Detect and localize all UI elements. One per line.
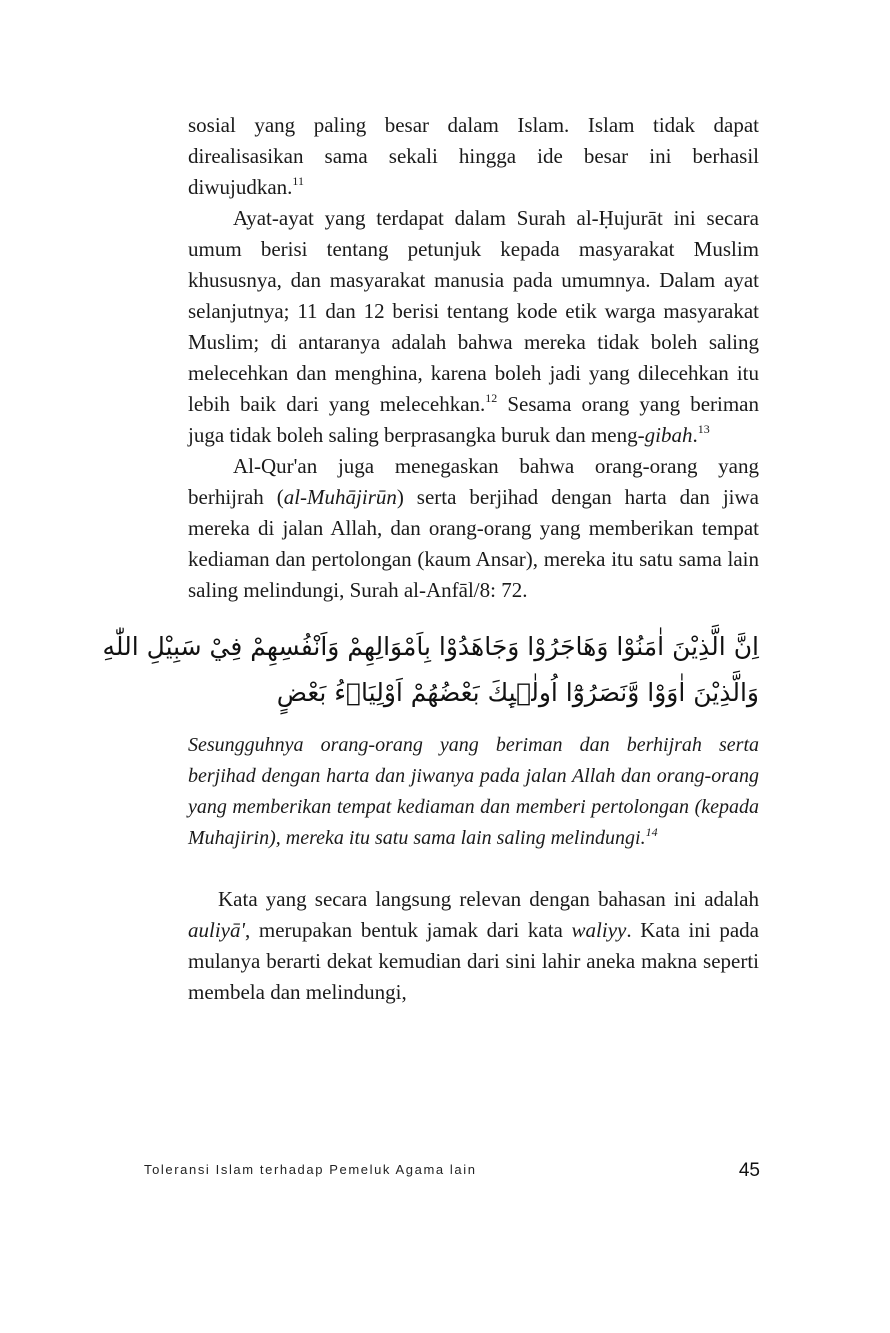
paragraph-4-text-c: . Kata ini pada mulanya berarti dekat kemudian dari sini lahir aneka makna seperti membela dan melindungi,: [188, 918, 759, 1004]
footnote-ref-13[interactable]: 13: [697, 422, 710, 436]
paragraph-1-text: sosial yang paling besar dalam Islam. Islam tidak dapat direalisasikan sama sekali hingga ide besar ini berhasil diwujudkan.: [188, 113, 759, 199]
verse-translation: [188, 730, 759, 854]
paragraph-2: [188, 203, 759, 451]
page-footer: [144, 1160, 760, 1186]
verse-translation-text: Sesungguhnya orang-orang yang beriman dan berhijrah serta berjihad dengan harta dan jiwanya pada jalan Allah dan orang-orang yang memberikan tempat kediaman dan memberi pertolongan (kepada Muhajirin), mereka itu satu sama lain saling melindungi.: [188, 734, 759, 849]
page-number: 45: [738, 1160, 760, 1181]
quran-verse-arabic: [102, 624, 759, 716]
term-waliyy: waliyy: [571, 918, 627, 942]
running-footer-title: Toleransi Islam terhadap Pemeluk Agama lain: [144, 1162, 477, 1177]
footnote-ref-12[interactable]: 12: [485, 391, 498, 405]
paragraph-4: [188, 884, 759, 1008]
paragraph-3: [188, 451, 759, 606]
page-body: [102, 110, 760, 1008]
paragraph-2-text-a: Ayat-ayat yang terdapat dalam Surah al-Ḥujurāt ini secara umum berisi tentang petunjuk kepada masyarakat Muslim khususnya, dan masyarakat manusia pada umumnya. Dalam ayat selanjutnya; 11 dan 12 berisi tentang kode etik warga masyarakat Muslim; di antaranya adalah bahwa mereka tidak boleh saling melecehkan dan menghina, karena boleh jadi yang dilecehkan itu lebih baik dari yang melecehkan.: [188, 206, 759, 416]
paragraph-2-text-b: Sesama orang yang beriman juga tidak boleh saling berprasangka buruk dan meng-: [188, 392, 760, 447]
term-al-muhajirun: al-Muhājirūn: [283, 485, 397, 509]
paragraph-1: [188, 110, 759, 203]
arabic-line-1: اِنَّ الَّذِيْنَ اٰمَنُوْا وَهَاجَرُوْا وَجَاهَدُوْا بِاَمْوَالِهِمْ وَاَنْفُسِهِمْ فِيْ سَبِيْلِ اللّٰهِ: [102, 632, 759, 661]
footnote-ref-14[interactable]: 14: [645, 825, 658, 839]
term-gibah: gibah: [644, 423, 693, 447]
paragraph-3-text-b: ) serta berjihad dengan harta dan jiwa mereka di jalan Allah, dan orang-orang yang memberikan tempat kediaman dan pertolongan (kaum Ansar), mereka itu satu sama lain saling melindungi, Surah al-Anfāl/8: 72.: [188, 485, 759, 602]
paragraph-3-text-a: Al-Qur'an juga menegaskan bahwa orang-orang yang berhijrah (: [188, 454, 759, 509]
section-spacer: [188, 854, 759, 884]
paragraph-4-text-b: , merupakan bentuk jamak dari kata: [244, 918, 572, 942]
footnote-ref-11[interactable]: 11: [292, 174, 304, 188]
paragraph-2-text-c: .: [692, 423, 698, 447]
paragraph-4-text-a: Kata yang secara langsung relevan dengan bahasan ini adalah: [218, 887, 759, 911]
term-auliya: auliyā': [188, 918, 245, 942]
arabic-line-2: وَالَّذِيْنَ اٰوَوْا وَّنَصَرُوْٓا اُولٰۤىِٕكَ بَعْضُهُمْ اَوْلِيَاۤءُ بَعْضٍ: [276, 678, 759, 707]
